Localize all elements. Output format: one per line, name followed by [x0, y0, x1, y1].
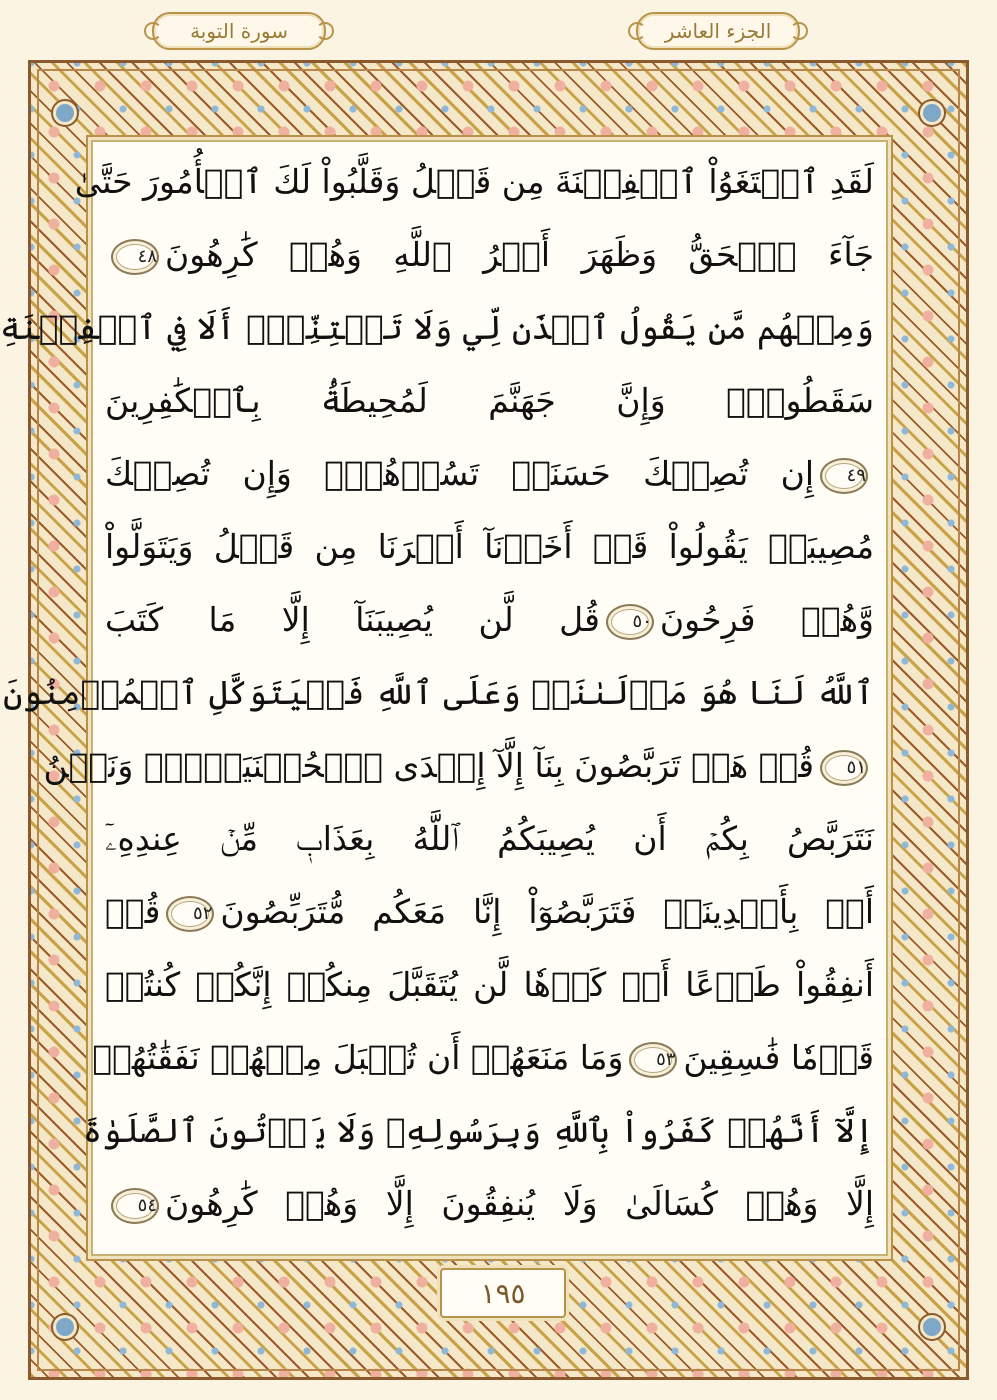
- verse-text: أَنفِقُواْ طَوۡعًا أَوۡ كَرۡهٗا لَّن يُتَقَبَّلَ مِنكُمۡ إِنَّكُمۡ كُنتُمۡ: [105, 965, 874, 1004]
- verse-text: قُلۡ: [105, 892, 161, 931]
- verse-text: وَّهُمۡ فَرِحُونَ: [659, 600, 874, 639]
- verse-text: جَآءَ ٱلۡحَقُّ وَظَهَرَ أَمۡرُ ٱللَّهِ وَهُمۡ كَٰرِهُونَ: [165, 235, 874, 274]
- verse-text: إِلَّا وَهُمۡ كُسَالَىٰ وَلَا يُنفِقُونَ إِلَّا وَهُمۡ كَٰرِهُونَ: [165, 1184, 874, 1223]
- verse-text: ٱللَّهُ لَنَا هُوَ مَوۡلَىٰنَاۚ وَعَلَى ٱللَّهِ فَلۡيَتَوَكَّلِ ٱلۡمُؤۡمِنُونَ: [3, 673, 874, 712]
- corner-ornament-icon: [53, 101, 77, 125]
- ayah-number-marker: ٥٠: [606, 604, 654, 640]
- verse-text: قُل لَّن يُصِيبَنَآ إِلَّا مَا كَتَبَ: [105, 600, 600, 639]
- verse-text: قَوۡمٗا فَٰسِقِينَ: [683, 1038, 874, 1077]
- verse-line: [105, 882, 874, 942]
- verse-line: [82, 1101, 874, 1161]
- verse-line: [3, 663, 874, 723]
- verse-text: وَمِنۡهُم مَّن يَقُولُ ٱئۡذَن لِّي وَلَا تَفۡتِنِّيٓۚ أَلَا فِي ٱلۡفِتۡنَةِ: [0, 308, 874, 347]
- ayah-number-marker: ٥١: [820, 750, 868, 786]
- ayah-number-marker: ٥٤: [111, 1188, 159, 1224]
- verse-line: [105, 371, 874, 431]
- verse-line: [0, 298, 874, 358]
- ornament-curl-icon: [144, 22, 162, 40]
- verse-text-area: [0, 140, 888, 1256]
- verse-text: قُلۡ هَلۡ تَرَبَّصُونَ بِنَآ إِلَّآ إِحۡدَى ٱلۡحُسۡنَيَيۡنِۖ وَنَحۡنُ: [43, 746, 814, 785]
- verse-text: نَتَرَبَّصُ بِكُمۡ أَن يُصِيبَكُمُ ٱللَّهُ بِعَذَابٖ مِّنۡ عِندِهِۦٓ: [105, 819, 874, 858]
- verse-line: [74, 152, 874, 212]
- ayah-number-marker: ٥٢: [166, 896, 214, 932]
- ayah-number-marker: ٤٩: [820, 458, 868, 494]
- verse-line: [105, 955, 874, 1015]
- verse-line: [105, 1174, 874, 1234]
- corner-ornament-icon: [920, 101, 944, 125]
- verse-line: [105, 517, 874, 577]
- corner-ornament-icon: [53, 1315, 77, 1339]
- verse-text: مُصِيبَةٞ يَقُولُواْ قَدۡ أَخَذۡنَآ أَمۡرَنَا مِن قَبۡلُ وَيَتَوَلَّواْ: [105, 527, 874, 566]
- verse-text: إِلَّآ أَنَّهُمۡ كَفَرُواْ بِٱللَّهِ وَبِرَسُولِهِۦ وَلَا يَأۡتُونَ ٱلصَّلَوٰةَ: [82, 1111, 874, 1150]
- verse-text: سَقَطُواْۗ وَإِنَّ جَهَنَّمَ لَمُحِيطَةُۢ بِٱلۡكَٰفِرِينَ: [105, 381, 874, 420]
- surah-name: سورة التوبة: [190, 19, 288, 43]
- ayah-number-marker: ٥٣: [629, 1042, 677, 1078]
- verse-line: [105, 444, 874, 504]
- corner-ornament-icon: [920, 1315, 944, 1339]
- juz-name: الجزء العاشر: [664, 19, 772, 43]
- verse-text: وَمَا مَنَعَهُمۡ أَن تُقۡبَلَ مِنۡهُمۡ نَفَقَٰتُهُمۡ: [92, 1038, 624, 1077]
- header-juz-pill: [636, 12, 800, 50]
- verse-line: [105, 809, 874, 869]
- verse-text: إِن تُصِبۡكَ حَسَنَةٞ تَسُؤۡهُمۡۖ وَإِن تُصِبۡكَ: [105, 454, 814, 493]
- verse-line: [43, 736, 874, 796]
- verse-line: [105, 225, 874, 285]
- page-number-label: ١٩٥: [480, 1276, 526, 1310]
- ayah-number-marker: ٤٨: [111, 239, 159, 275]
- verse-line: [105, 590, 874, 650]
- page-number: [440, 1268, 566, 1318]
- verse-line: [92, 1028, 874, 1088]
- ornament-curl-icon: [628, 22, 646, 40]
- ornament-curl-icon: [316, 22, 334, 40]
- ornament-curl-icon: [790, 22, 808, 40]
- verse-text: أَوۡ بِأَيۡدِينَاۖ فَتَرَبَّصُوٓاْ إِنَّا مَعَكُم مُّتَرَبِّصُونَ: [220, 892, 874, 931]
- verse-text: لَقَدِ ٱبۡتَغَوُاْ ٱلۡفِتۡنَةَ مِن قَبۡلُ وَقَلَّبُواْ لَكَ ٱلۡأُمُورَ حَتَّىٰ: [74, 162, 874, 201]
- header-surah-pill: [152, 12, 326, 50]
